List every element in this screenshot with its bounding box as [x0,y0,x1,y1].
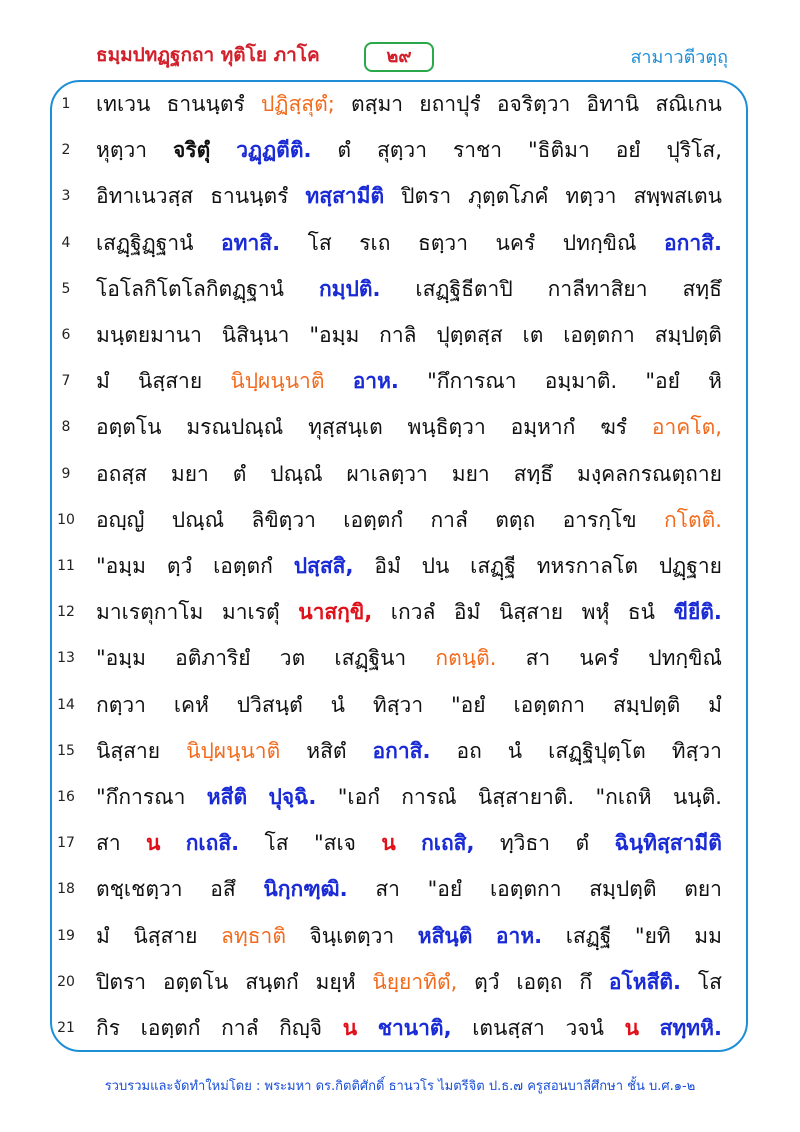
line-number: 1 [61,96,71,112]
line-text [96,411,722,444]
word: น [342,1016,358,1040]
text-line [0,500,800,546]
word: เอตฺตกํ [140,1016,201,1040]
word: เอตฺตกา [563,323,635,347]
word: "กึการณา [427,369,517,394]
word: ยถาปุรํ [419,92,481,116]
word: ทสฺสามีติ [305,184,385,209]
word: เคหํ [173,692,209,717]
word: ปฏิสฺสุตํ; [261,92,335,116]
line-text [96,1012,722,1045]
word: วจนํ [565,1016,604,1040]
text-line [0,916,800,962]
word: ปุตฺตสฺส [436,323,503,347]
page-number-badge [364,42,434,72]
line-text [96,596,722,629]
line-number: 6 [61,327,71,343]
word: "อยํ [427,877,463,902]
text-line [0,223,800,269]
word: ขียีติ. [673,600,722,625]
word: วฏฺฏตีติ. [236,138,312,163]
word: "อมฺม [96,646,146,671]
word: สนฺตกํ [245,969,299,994]
word: นิกฺกฑฺฒิ. [263,877,348,902]
word: ทุสฺสนฺเต [308,415,383,440]
line-number: 12 [57,604,75,621]
word: กิร [96,1016,120,1040]
word: ปวิสนฺตํ [236,692,303,717]
word: เสฏฺฐี [470,554,516,578]
line-text [96,458,722,491]
word: มงฺคลกรณตฺถาย [577,461,722,486]
text-line [0,823,800,869]
word: อถ [456,738,482,763]
word: ธนํ [627,600,656,625]
word: อมฺมาติ. [544,369,618,394]
word: อาคโต, [651,415,722,440]
word: ชานาติ, [377,1016,452,1040]
text-line [0,361,800,407]
word: โอโลกิโตโลกิตฏฺฐานํ [96,276,285,301]
word: "อมฺม [96,554,146,578]
line-text [96,642,722,675]
word: "เอกํ [337,785,380,809]
word: เกวลํ [390,600,436,625]
word: นิสฺสาย [133,923,198,948]
word: มํ [96,369,110,394]
line-text [96,227,722,260]
word: หสีติ [206,785,248,809]
word: มาเรตุํ [221,600,280,625]
word: อมฺหากํ [510,415,576,440]
word: เสฏฺฐินา [334,646,407,671]
text-line [0,130,800,176]
word: นิปฺผนฺนาติ [186,738,281,763]
word: ทฺวิธา [499,831,551,856]
line-number: 8 [61,419,71,436]
word: ปณฺณํ [270,461,323,486]
word: เอตฺถ [516,969,563,994]
word: อาห. [495,923,543,948]
word: ธตฺวา [417,230,469,255]
word: เอตฺตกา [489,877,562,902]
text-line [0,638,800,684]
word: ตฺวํ [474,969,500,994]
word: กิญฺจิ [279,1016,323,1040]
word: ผาเลตฺวา [346,461,428,486]
word: กโตติ. [664,507,722,532]
word: "ธิติมา [528,138,590,163]
word: ปทกฺขิณํ [648,646,722,671]
word: น [624,1016,639,1040]
word: นํ [507,738,523,763]
line-text [96,273,722,306]
word: กเถสิ, [421,831,475,856]
word: สทฺธึ [682,276,722,301]
word: เสฏฺฐี [565,923,612,948]
word: ธานนฺตรํ [210,184,289,209]
word: อยํ [615,138,641,163]
word: จินฺเตตฺวา [309,923,395,948]
word: เตนสฺสา [472,1016,545,1040]
word: ภุตฺตโภคํ [468,184,549,209]
word: อโหสีติ. [608,969,682,994]
text-line [0,315,800,361]
word: ฆรํ [600,415,628,440]
word: กึ [579,969,593,994]
word: กาลํ [430,507,468,532]
word: อทาสิ. [221,230,281,255]
word: จริตุํ [173,138,211,163]
text-line [0,454,800,500]
word: นครํ [495,230,536,255]
word: นิสฺสาย [498,600,564,625]
word: นิสฺสาย [138,369,203,394]
word: ปิตรา [401,184,452,209]
word: มาเรตุกาโม [96,600,204,625]
word: ตชฺเชตฺวา [96,877,183,902]
word: ฉินฺทิสฺสามีติ [614,831,722,856]
word: "อยํ [645,369,680,394]
line-number: 11 [57,558,75,574]
word: รเถ [359,230,391,255]
word: อถสฺส [96,461,147,486]
word: หสินฺติ [417,923,473,948]
line-number: 10 [57,511,75,528]
line-number: 3 [61,188,71,205]
word: อิทาเนวสฺส [96,184,194,209]
word: น [145,831,161,856]
word: อติภาริยํ [175,646,251,671]
line-number: 5 [61,280,71,297]
word: ทตฺวา [565,184,617,209]
word: วต [279,646,306,671]
line-text [96,134,722,167]
page-number: ๒๙ [386,46,412,67]
text-line [0,269,800,315]
word: นนฺติ. [672,785,722,809]
word: ตํ [232,461,247,486]
word: เอตฺตกํ [213,554,273,578]
line-text [96,873,722,906]
text-line [0,731,800,777]
word: "สเจ [313,831,356,856]
word: สา [375,877,400,902]
line-number: 13 [57,650,75,667]
word: สณิเกน [655,92,722,116]
word: เอตฺตกา [513,692,586,717]
word: ตยา [684,877,722,902]
footer-credit: รวบรวมและจัดทำใหม่โดย : พระมหา ดร.กิตติศักดิ์ ธานวโร ไมตรีจิต ป.ธ.๗ ครูสอนบาลีศึกษา ชั้น บ.ศ.๑-๒ [104,1079,696,1094]
word: อญฺญํ [96,507,145,532]
text-line [0,407,800,453]
line-text [96,88,722,121]
word: มยา [170,461,209,486]
word: นิปฺผนฺนาติ [230,369,325,394]
word: กตฺวา [96,692,146,717]
story-title: สามาวตีวตฺถุ [630,47,728,68]
line-number: 4 [61,234,71,251]
text-line [0,962,800,1008]
word: ทิสฺวา [671,738,722,763]
word: อิทานิ [586,92,640,116]
word: เต [522,323,544,347]
line-text [96,504,722,537]
word: เอตฺตกํ [343,507,404,532]
word: ตตฺถ [495,507,536,532]
word: โส [307,230,332,255]
word: ทิสฺวา [372,692,424,717]
word: โส [264,831,289,856]
line-text [96,966,722,999]
text-line [0,685,800,731]
line-text [96,689,722,722]
line-number: 20 [57,973,75,990]
word: กาลํ [221,1016,259,1040]
word: ปุริโส, [666,138,722,163]
line-number: 17 [57,835,75,852]
word: กาลิ [379,323,417,347]
line-number: 19 [57,927,75,944]
word: สมฺปตฺติ [589,877,657,902]
text-line [0,546,800,592]
text-line [0,176,800,222]
word: อกาสิ. [372,738,431,763]
word: ปทกฺขิณํ [562,230,637,255]
word: นิสฺสายาติ. [477,785,575,809]
word: "กเถหิ [595,785,652,809]
word: เสฏฺฐิธีตาปิ [415,276,513,301]
text-line [0,592,800,638]
word: สทฺทหิ. [659,1016,722,1040]
line-number: 9 [61,465,71,482]
word: "อมฺม [309,323,360,347]
text-line [0,869,800,915]
word: ลทฺธาติ [221,923,286,948]
word: พนฺธิตฺวา [407,415,486,440]
text-line [0,84,800,130]
word: อารกฺโข [562,507,637,532]
word: พหุํ [581,600,610,625]
word: สทฺธึ [513,461,554,486]
word: มํ [708,692,722,717]
word: ปฏฺฐาย [658,554,722,578]
word: สมฺปตฺติ [654,323,722,347]
line-text [96,781,722,814]
word: เสฏฺฐิฏฺฐานํ [96,230,194,255]
word: ลิขิตฺวา [251,507,316,532]
word: มนฺตยมานา [96,323,202,347]
word: อตฺตโน [96,415,162,440]
word: ธานนฺตรํ [166,92,245,116]
word: ปน [421,554,450,578]
word: มยา [451,461,490,486]
word: อตฺตโน [162,969,229,994]
word: มม [694,923,722,948]
word: สพฺพสเตน [633,184,722,209]
word: "กึการณา [96,785,186,809]
word: นํ [330,692,345,717]
line-text [96,319,722,352]
word: สา [96,831,121,856]
line-text [96,365,722,398]
text-line [0,1008,800,1054]
word: กาลีทาสิยา [547,276,648,301]
line-text [96,827,722,860]
word: อิมํ [374,554,401,578]
word: ปิตรา [96,969,147,994]
line-number: 16 [57,789,75,805]
word: สมฺปตฺติ [612,692,681,717]
word: นาสกฺขิ, [298,600,373,625]
word: ราชา [452,138,503,163]
word: ตสฺมา [351,92,404,116]
word: กมฺปติ. [318,276,381,301]
word: การณํ [401,785,457,809]
line-text [96,550,722,583]
word: นิยฺยาทิตํ, [372,969,458,994]
word: อจริตฺวา [496,92,571,116]
word: มํ [96,923,110,948]
line-number: 18 [57,881,75,898]
word: ทหรกาลโต [536,554,638,578]
line-text [96,920,722,953]
word: หุตฺวา [96,138,148,163]
line-number: 14 [57,696,75,713]
book-title: ธมฺมปทฏฺฐกถา ทุติโย ภาโค [96,44,320,66]
line-text [96,735,722,768]
word: ปุจฺฉิ. [268,785,317,809]
word: หิ [708,369,722,394]
word: กเถสิ. [185,831,240,856]
word: ตฺวํ [166,554,193,578]
word: อกาสิ. [664,230,722,255]
word: ปณฺณํ [171,507,225,532]
word: ปสฺสสิ, [293,554,354,578]
word: อสึ [210,877,236,902]
word: กตนฺติ. [435,646,497,671]
word: มยฺหํ [315,969,356,994]
line-number: 7 [61,373,71,390]
word: ตํ [337,138,352,163]
word: มรณปณฺณํ [186,415,284,440]
word: สุตฺวา [376,138,427,163]
word: "อยํ [451,692,486,717]
line-number: 15 [57,742,75,759]
word: "ยทิ [634,923,671,948]
word: เทเวน [96,92,151,116]
line-number: 2 [61,142,71,159]
word: นครํ [579,646,620,671]
word: สา [525,646,551,671]
word: เสฏฺฐิปุตฺโต [548,738,646,763]
word: อิมํ [453,600,481,625]
text-line [0,777,800,823]
word: นิสฺสาย [96,738,161,763]
line-text [96,180,722,213]
line-number: 21 [57,1020,75,1036]
word: อาห. [352,369,399,394]
word: โส [697,969,722,994]
word: ตํ [575,831,590,856]
word: น [381,831,396,856]
word: นิสินฺนา [221,323,290,347]
word: หสิตํ [306,738,347,763]
